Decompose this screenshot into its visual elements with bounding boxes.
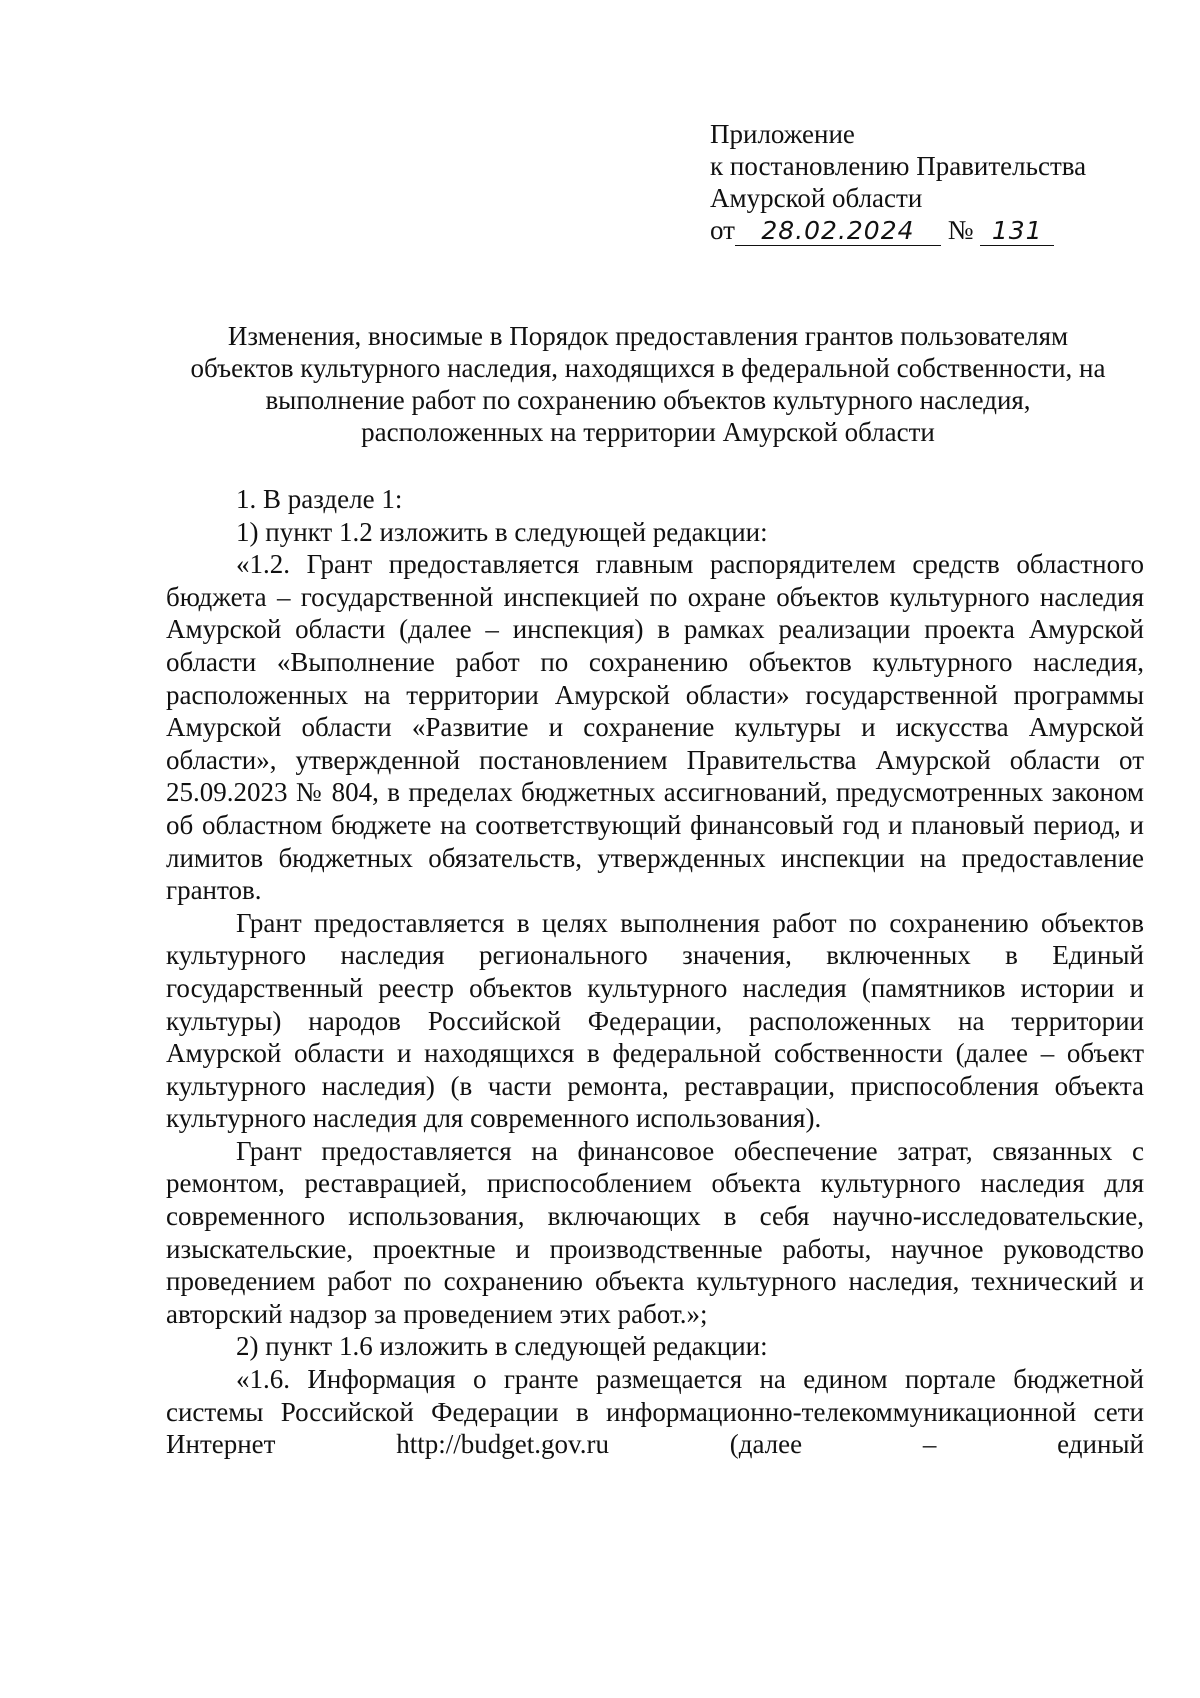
appendix-label: Приложение — [710, 119, 855, 149]
title-line: объектов культурного наследия, находящихся в федеральной собственности, на — [190, 353, 1106, 383]
appendix-region: Амурской области — [710, 183, 923, 213]
number-sign: № — [947, 215, 974, 245]
title-line: расположенных на территории Амурской области — [361, 417, 935, 447]
appendix-date-line — [710, 214, 1150, 246]
paragraph-clause-1-6: «1.6. Информация о гранте размещается на едином портале бюджетной системы Российской Федерации в информационно-телекоммуникационной сети Интернет http://budget.gov.ru (далее – единый — [166, 1364, 1144, 1460]
appendix-resolution-ref: к постановлению Правительства — [710, 151, 1087, 181]
handwritten-date: 28.02.2024 — [735, 217, 941, 246]
paragraph-grant-costs: Грант предоставляется на финансовое обеспечение затрат, связанных с ремонтом, реставрацией, приспособлением объекта культурного наследия для современного использования, включающих в себя научно-исследовательские, изыскательские, проектные и производственные работы, научное руководство проведением работ по сохранению объекта культурного наследия, технический и авторский надзор за проведением этих работ.»; — [166, 1135, 1144, 1329]
paragraph-grant-purpose: Грант предоставляется в целях выполнения работ по сохранению объектов культурного наследия регионального значения, включенных в Единый государственный реестр объектов культурного наследия (памятников истории и культуры) народов Российской Федерации, расположенных на территории Амурской области и находящихся в федеральной собственности (далее – объект культурного наследия) (в части ремонта, реставрации, приспособления объекта культурного наследия для современного использования). — [166, 907, 1144, 1134]
paragraph-item-1: 1) пункт 1.2 изложить в следующей редакции: — [236, 516, 768, 547]
handwritten-number: 131 — [980, 217, 1054, 246]
appendix-block — [710, 118, 1150, 246]
document-body — [166, 483, 1144, 1461]
paragraph-section-1: 1. В разделе 1: — [236, 484, 403, 514]
title-line: Изменения, вносимые в Порядок предоставления грантов пользователям — [227, 321, 1069, 351]
document-title — [150, 320, 1146, 448]
title-line: выполнение работ по сохранению объектов культурного наследия, — [265, 385, 1031, 415]
date-prefix: от — [710, 215, 735, 245]
paragraph-item-2: 2) пункт 1.6 изложить в следующей редакции: — [236, 1331, 768, 1362]
paragraph-clause-1-2: «1.2. Грант предоставляется главным распорядителем средств областного бюджета – государственной инспекцией по охране объектов культурного наследия Амурской области (далее – инспекция) в рамках реализации проекта Амурской области «Выполнение работ по сохранению объектов культурного наследия, расположенных на территории Амурской области» государственной программы Амурской области «Развитие и сохранение культуры и искусства Амурской области», утвержденной постановлением Правительства Амурской области от 25.09.2023 № 804, в пределах бюджетных ассигнований, предусмотренных законом об областном бюджете на соответствующий финансовый год и плановый период, и лимитов бюджетных обязательств, утвержденных инспекции на предоставление грантов. — [166, 549, 1144, 906]
